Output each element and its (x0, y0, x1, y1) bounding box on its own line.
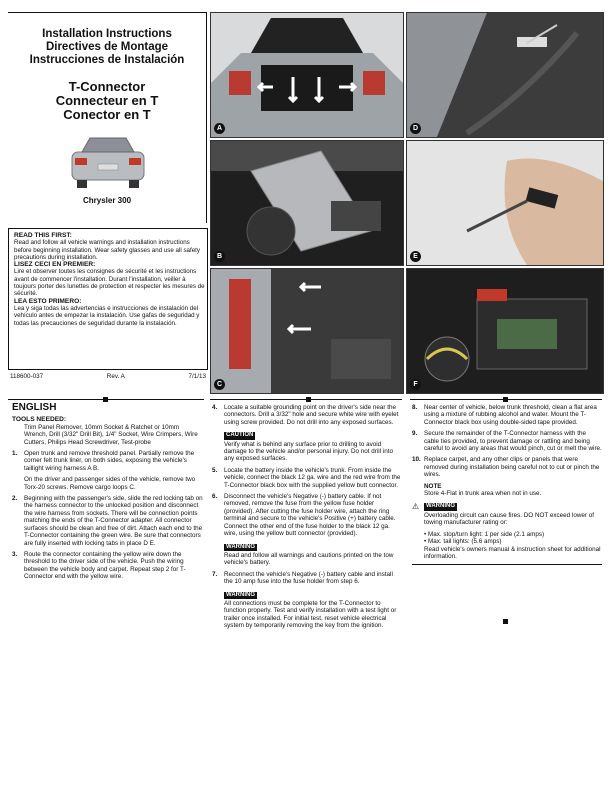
step-number: 4. (212, 404, 218, 411)
read-en-head: READ THIS FIRST: (14, 232, 72, 239)
part-info (10, 373, 206, 380)
photo-d-label: D (410, 123, 421, 134)
photo-e-image (407, 141, 603, 265)
product-en: T-Connector (68, 79, 146, 94)
step-6-text: Disconnect the vehicle's Negative (-) battery cable. If not removed, remove the fuse from the yellow fuse holder (provided). After cutting the fuse holder wire, attach the ring terminal and secure to the vehicle's Positive (+) battery cable. Connect the other end of the fuse holder to the black 12 ga. wire, using the yellow butt connector (provided). (224, 493, 396, 538)
photo-e-label: E (410, 251, 421, 262)
photo-b-image (211, 141, 403, 265)
part-number: 118600-037 (10, 373, 44, 380)
photo-f-image (407, 269, 603, 393)
caution-text: Verify what is behind any surface prior to drilling to avoid damage to the vehicle and/or personal injury. Do not drill into any exposed surfaces. (224, 440, 393, 463)
step-number: 8. (412, 404, 418, 411)
rule-marker (503, 397, 508, 402)
photo-c-label: C (214, 379, 225, 390)
step-4-text: Locate a suitable grounding point on the driver's side near the connectors. Drill a 3/32" hole and secure white wire with eyelet using screw provided. Do not drill into any exposed surfaces. (224, 404, 399, 426)
step-1 (12, 450, 204, 491)
step-5-text: Locate the battery inside the vehicle's trunk. From inside the vehicle, connect the black 12 ga. wire and the red wire from the T-Connector black box with the supplied yellow butt connector. (224, 466, 401, 489)
step-number: 3. (12, 550, 18, 558)
step-3-text: Route the connector containing the yellow wire down the threshold to the driver side of the vehicle. Push the wiring between the vehicle body and carpet. Repeat step 2 for T-Connector end with the yellow wire. (24, 550, 186, 581)
rating-stop-turn: • Max. stop/turn light: 1 per side (2.1 amps) (424, 530, 545, 538)
warning-2-text: All connections must be complete for the T-Connector to function properly. Test and verify installation with a test light or trailer once installed. For initial test, reset vehicle electrical system by temporarily removing the key from the ignition. (224, 599, 397, 630)
step-6 (212, 493, 402, 537)
photo-b-label: B (214, 251, 225, 262)
title-en: Installation Instructions (42, 28, 172, 40)
step-number: 6. (212, 493, 218, 501)
step-7 (212, 571, 402, 586)
manual-text: Read vehicle's owners manual & instruction sheet for additional information. (424, 545, 601, 560)
step-4 (212, 404, 402, 426)
step-1-text-b: On the driver and passenger sides of the vehicle, remove two Torx-20 screws. Remove cargo loops C. (24, 476, 196, 491)
note-label: NOTE (424, 482, 442, 490)
photo-a-image (211, 13, 403, 137)
step-8 (412, 404, 602, 426)
title-fr: Directives de Montage (45, 41, 169, 53)
fire-icon: ⚠ (412, 501, 420, 511)
photo-a-label: A (214, 123, 225, 134)
title-es: Instrucciones de Instalación (29, 54, 185, 66)
rating-tail: • Max. tail lights: (5.6 amps) (424, 538, 502, 546)
step-5 (212, 467, 402, 489)
warning-label: WARNING (426, 503, 455, 510)
step-9-text: Secure the remainder of the T-Connector harness with the cable ties provided, to prevent damage or rattling and being careful to avoid any areas that would pinch, cut or melt the wire. (424, 430, 602, 453)
vehicle-name: Chrysler 300 (82, 196, 132, 205)
note-text: Store 4-Flat in trunk area when not in use. (424, 490, 542, 498)
step-1-text: Open trunk and remove threshold panel. Partially remove the corner felt trunk liner, on both sides, exposing the vehicle's taillight wiring harness A B. (24, 450, 195, 472)
tools-heading: TOOLS NEEDED: (12, 416, 67, 424)
read-fr-body: Lire et observer toutes les consignes de sécurité et les instructions avant de commencer l'installation. Durant l'installation, veiller à toujours porter des lunettes de protection et respecter les mesures de sécurité. (14, 268, 205, 298)
column-3-end-rule (412, 564, 602, 565)
read-en-body: Read and follow all vehicle warnings and installation instructions before beginning installation. Wear safety glasses and use all safety precautions during installation. (14, 239, 200, 261)
step-number: 7. (212, 570, 218, 578)
read-es-head: LEA ESTO PRIMERO: (14, 297, 82, 305)
step-10-text: Replace carpet, and any other clips or panels that were removed during installation being careful not to cut or pinch the wires. (424, 456, 600, 479)
photo-b (210, 140, 404, 266)
part-rev: Rev. A (106, 373, 125, 380)
rule-marker (306, 397, 311, 402)
title-heading (8, 28, 206, 67)
step-9 (412, 430, 602, 452)
warning-label: WARNING (226, 591, 255, 598)
tools-list: Trim Panel Remover, 10mm Socket & Ratchet or 10mm Wrench, Drill (3/32" Drill Bit), 1/4" Socket, Wire Crimpers, Wire Cutters, Philips Head Screwdriver, Test-probe (24, 423, 198, 446)
photo-d (406, 12, 604, 138)
step-7-text: Reconnect the vehicle's Negative (-) battery cable and install the 10 amp fuse into the fuse holder from step 6. (224, 570, 393, 586)
step-number: 1. (12, 450, 18, 458)
warning-label: WARNING (226, 543, 255, 550)
step-number: 9. (412, 430, 418, 438)
product-es: Conector en T (63, 107, 151, 122)
step-number: 10. (412, 456, 421, 464)
step-2 (12, 495, 204, 547)
product-heading (8, 80, 206, 122)
language-heading: ENGLISH (12, 402, 57, 413)
rule-marker (103, 397, 108, 402)
step-number: 2. (12, 495, 18, 503)
photo-c (210, 268, 404, 394)
step-2-text: Beginning with the passenger's side, slide the red locking tab on the harness connector to the unlocked position and disconnect the wire harness from sockets. There will be connection points matching the ends of the T-Connector adapter. All connector surfaces should be clean and free of dirt. Attach each end to the T-Connector containing the green wire. Be sure that connectors are fully inserted with locking tabs in place D E. (24, 495, 203, 547)
product-fr: Connecteur en T (55, 93, 159, 108)
column-2 (212, 404, 402, 634)
photo-a (210, 12, 404, 138)
warning-1-text: Read and follow all warnings and cautions printed on the tow vehicle's battery. (224, 551, 394, 567)
caution-label: CAUTION (226, 432, 254, 439)
column-1 (12, 404, 204, 585)
step-3 (12, 551, 204, 581)
read-fr-head: LISEZ CECI EN PREMIER: (14, 261, 96, 269)
photo-f-label: F (410, 379, 421, 390)
warning-3-text: Overloading circuit can cause fires. DO NOT exceed lower of towing manufacturer rating or: (424, 511, 594, 527)
column-3 (412, 404, 602, 565)
photo-f (406, 268, 604, 394)
step-10 (412, 456, 602, 478)
photo-e (406, 140, 604, 266)
read-es-body: Lea y siga todas las advertencias e instrucciones de instalación del vehículo antes de empezar la instalación. Use gafas de seguridad y todas las precauciones de seguridad durante la instalación. (14, 304, 200, 327)
photo-c-image (211, 269, 403, 393)
vehicle-image (68, 134, 148, 190)
part-date: 7/1/13 (188, 373, 206, 380)
step-number: 5. (212, 466, 218, 474)
end-marker (503, 619, 508, 624)
read-first-text (14, 232, 206, 327)
photo-d-image (407, 13, 603, 137)
step-8-text: Near center of vehicle, below trunk threshold, clean a flat area using a mixture of rubbing alcohol and water. Mount the T-Connector black box using double-sided tape provided. (424, 404, 597, 426)
